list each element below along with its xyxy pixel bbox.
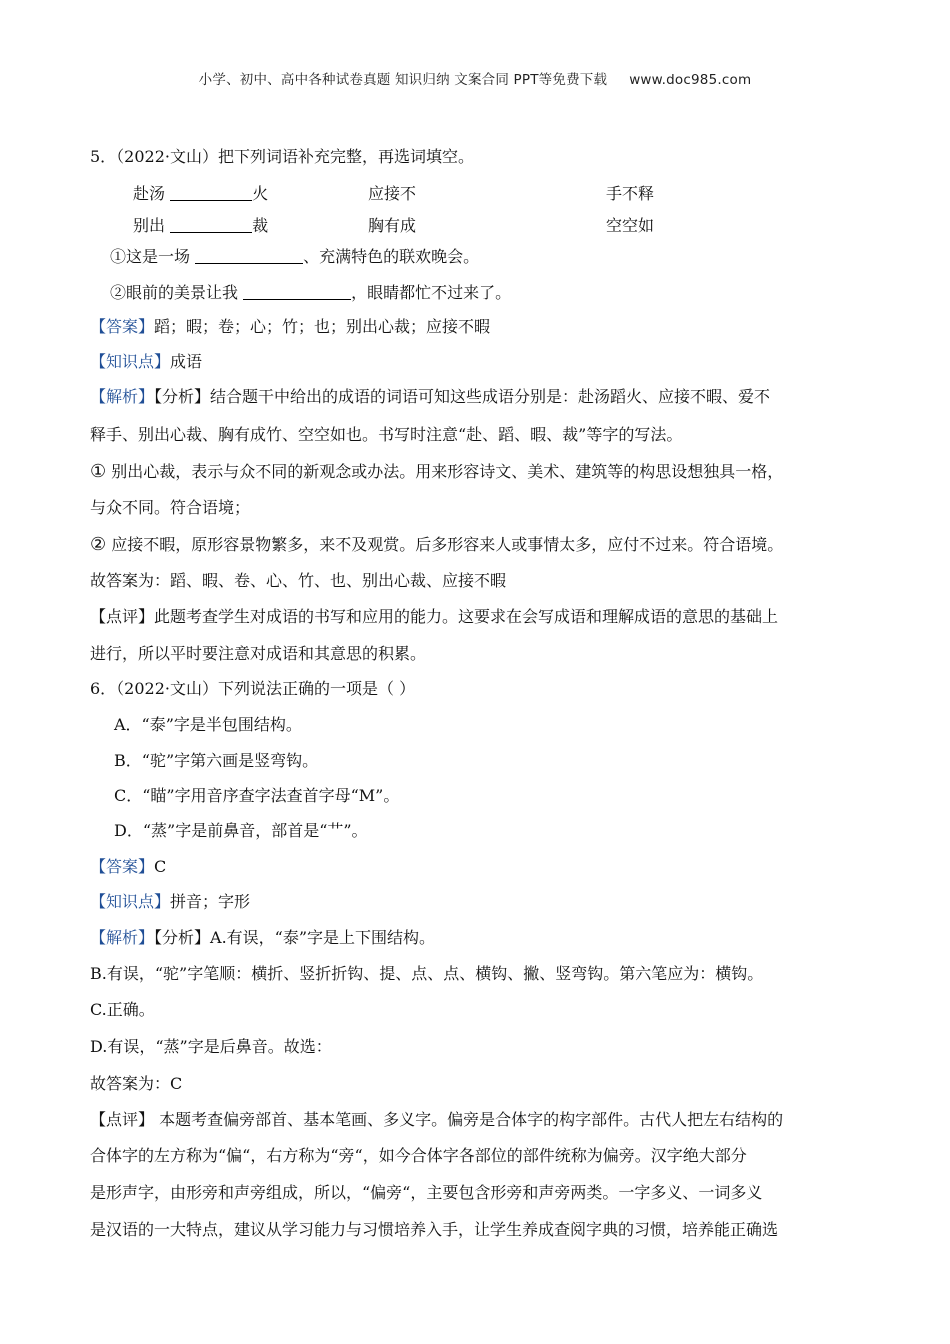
q5-idiom-1: 赴汤 火 [133, 184, 269, 203]
fill-blank[interactable] [170, 184, 252, 201]
q6-analysis: 【解析】【分析】A.有误，“泰”字是上下围结构。 [90, 928, 436, 947]
q5-sentence-1: ①这是一场 、充满特色的联欢晚会。 [110, 247, 480, 266]
q6-answer: 【答案】C [90, 857, 167, 876]
q6-comment-cont-1: 合体字的左方称为“偏“，右方称为“旁“，如今合体字各部位的部件统称为偏旁。汉字绝大部分 [90, 1146, 747, 1165]
q5-final-answer: 故答案为：蹈、暇、卷、心、竹、也、别出心裁、应接不暇 [90, 571, 507, 590]
q6-option-b: B．“驼”字第六画是竖弯钩。 [114, 751, 319, 770]
q5-answer: 【答案】蹈；暇；卷；心；竹；也；别出心裁；应接不暇 [90, 317, 491, 336]
q6-knowledge: 【知识点】拼音；字形 [90, 892, 251, 911]
q5-idiom-2: 应接不 [368, 184, 417, 203]
page-header [0, 68, 950, 88]
q6-analysis-b: B.有误，“驼”字笔顺：横折、竖折折钩、提、点、点、横钩、撇、竖弯钩。第六笔应为：横钩。 [90, 964, 764, 983]
fill-blank[interactable] [195, 247, 303, 264]
q5-explain-2: ② 应接不暇，原形容景物繁多，来不及观赏。后多形容来人或事情太多，应付不过来。符合语境。 [90, 534, 784, 555]
knowledge-label: 【知识点】 [90, 352, 171, 371]
q6-analysis-c: C.正确。 [90, 1000, 155, 1019]
q5-stem: 5．（2022·文山）把下列词语补充完整，再选词填空。 [90, 147, 474, 166]
q6-comment: 【点评】 本题考查偏旁部首、基本笔画、多义字。偏旁是合体字的构字部件。古代人把左右结构的 [90, 1110, 784, 1129]
q6-option-c: C．“瞄”字用音序查字法查首字母“M”。 [114, 786, 400, 805]
fill-blank[interactable] [170, 216, 252, 233]
q5-explain-1: ① 别出心裁，表示与众不同的新观念或办法。用来形容诗文、美术、建筑等的构思设想独具一格， [90, 461, 784, 482]
q6-analysis-d: D.有误，“蒸”字是后鼻音。故选： [90, 1037, 332, 1056]
q6-comment-cont-3: 是汉语的一大特点，建议从学习能力与习惯培养入手，让学生养成查阅字典的习惯，培养能正确选 [90, 1220, 779, 1239]
q6-stem: 6．（2022·文山）下列说法正确的一项是（ ） [90, 679, 416, 698]
knowledge-label: 【知识点】 [90, 892, 171, 911]
q6-option-d: D．“蒸”字是前鼻音，部首是“艹”。 [114, 821, 368, 840]
q5-sentence-2: ②眼前的美景让我 ，眼睛都忙不过来了。 [110, 283, 512, 302]
header-site-link[interactable]: www.doc985.com [629, 72, 752, 88]
header-text: 小学、初中、高中各种试卷真题 知识归纳 文案合同 PPT等免费下载 [198, 72, 608, 88]
q5-idiom-3: 手不释 [606, 184, 655, 203]
q5-idiom-5: 胸有成 [368, 216, 417, 235]
q5-analysis: 【解析】【分析】结合题干中给出的成语的词语可知这些成语分别是：赴汤蹈火、应接不暇、爱不 [90, 387, 771, 406]
q5-comment: 【点评】此题考查学生对成语的书写和应用的能力。这要求在会写成语和理解成语的意思的基础上 [90, 607, 779, 626]
fill-blank[interactable] [243, 283, 351, 300]
q6-final-answer: 故答案为：C [90, 1074, 183, 1093]
answer-label: 【答案】 [90, 857, 155, 876]
q6-option-a: A．“泰”字是半包围结构。 [114, 715, 302, 734]
q6-comment-cont-2: 是形声字，由形旁和声旁组成，所以，“偏旁“，主要包含形旁和声旁两类。一字多义、一词多义 [90, 1183, 763, 1202]
q5-analysis-cont: 释手、别出心裁、胸有成竹、空空如也。书写时注意“赴、蹈、暇、裁”等字的写法。 [90, 425, 683, 444]
analysis-label: 【解析】 [90, 387, 155, 406]
q5-idiom-6: 空空如 [606, 216, 655, 235]
q5-idiom-4: 别出 裁 [133, 216, 269, 235]
answer-label: 【答案】 [90, 317, 155, 336]
analysis-label: 【解析】 [90, 928, 155, 947]
q5-knowledge: 【知识点】成语 [90, 352, 203, 371]
q5-comment-cont: 进行，所以平时要注意对成语和其意思的积累。 [90, 644, 427, 663]
q5-explain-1-cont: 与众不同。符合语境； [90, 498, 251, 517]
